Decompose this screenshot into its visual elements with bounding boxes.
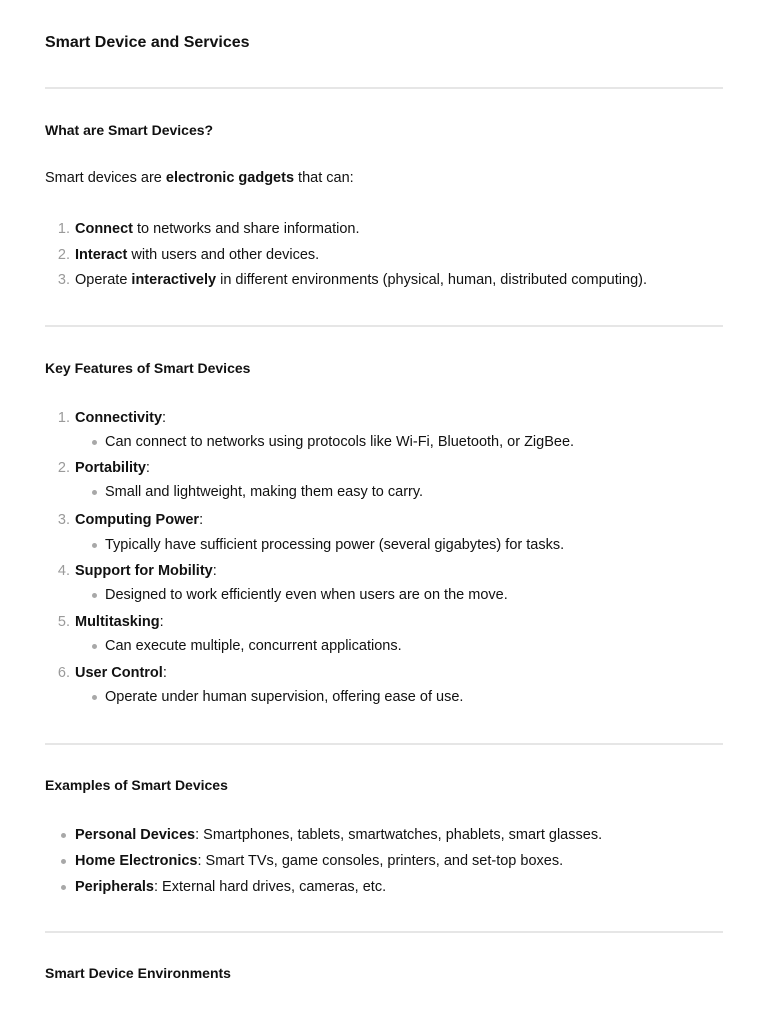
list-item-text: Connect to networks and share information. bbox=[75, 221, 360, 237]
intro-paragraph bbox=[45, 169, 354, 187]
feature-item bbox=[45, 459, 735, 477]
section-heading-environments: Smart Device Environments bbox=[45, 965, 231, 981]
list-item bbox=[45, 271, 735, 289]
example-text: Home Electronics: Smart TVs, game consoles, printers, and set-top boxes. bbox=[75, 853, 564, 869]
example-item bbox=[45, 878, 735, 896]
intro-text: Smart devices are bbox=[45, 170, 166, 186]
feature-item bbox=[45, 562, 735, 580]
feature-detail bbox=[45, 586, 735, 604]
feature-name: Computing Power: bbox=[75, 512, 204, 528]
divider bbox=[45, 743, 723, 745]
intro-bold-text: electronic gadgets bbox=[165, 170, 295, 186]
list-number: 2. bbox=[57, 460, 70, 476]
list-number: 4. bbox=[57, 563, 70, 579]
list-number: 5. bbox=[57, 614, 70, 630]
feature-name: Connectivity: bbox=[75, 410, 167, 426]
section-heading-examples: Examples of Smart Devices bbox=[45, 777, 228, 793]
bullet-icon bbox=[61, 833, 66, 838]
list-item-text: Operate interactively in different environments (physical, human, distributed computing). bbox=[75, 272, 647, 288]
list-item-text: Interact with users and other devices. bbox=[75, 247, 320, 263]
list-item bbox=[45, 246, 735, 264]
bullet-icon bbox=[61, 885, 66, 890]
feature-item bbox=[45, 664, 735, 682]
divider bbox=[45, 325, 723, 327]
list-item bbox=[45, 220, 735, 238]
feature-detail bbox=[45, 433, 735, 451]
list-number: 2. bbox=[57, 247, 70, 263]
example-item bbox=[45, 826, 735, 844]
bullet-icon bbox=[92, 490, 97, 495]
divider bbox=[45, 87, 723, 89]
intro-text-end: that can: bbox=[294, 170, 354, 186]
bullet-icon bbox=[92, 593, 97, 598]
document-title: Smart Device and Services bbox=[45, 34, 250, 51]
feature-detail-text: Operate under human supervision, offering ease of use. bbox=[105, 689, 464, 705]
list-number: 1. bbox=[57, 410, 70, 426]
feature-name: User Control: bbox=[75, 665, 167, 681]
feature-detail-text: Small and lightweight, making them easy to carry. bbox=[105, 484, 424, 500]
bullet-icon bbox=[92, 644, 97, 649]
example-text: Personal Devices: Smartphones, tablets, smartwatches, phablets, smart glasses. bbox=[75, 827, 603, 843]
bullet-icon bbox=[61, 859, 66, 864]
feature-detail-text: Designed to work efficiently even when users are on the move. bbox=[105, 587, 508, 603]
bullet-icon bbox=[92, 543, 97, 548]
section-heading-what-are-smart-devices: What are Smart Devices? bbox=[45, 122, 214, 138]
feature-detail bbox=[45, 536, 735, 554]
feature-detail bbox=[45, 637, 735, 655]
bullet-icon bbox=[92, 440, 97, 445]
feature-name: Support for Mobility: bbox=[75, 563, 217, 579]
example-item bbox=[45, 852, 735, 870]
list-number: 3. bbox=[57, 272, 70, 288]
list-number: 3. bbox=[57, 512, 70, 528]
list-number: 1. bbox=[57, 221, 70, 237]
feature-detail-text: Can execute multiple, concurrent applications. bbox=[105, 638, 402, 654]
section-heading-key-features: Key Features of Smart Devices bbox=[45, 360, 251, 376]
divider bbox=[45, 931, 723, 933]
feature-detail-text: Typically have sufficient processing power (several gigabytes) for tasks. bbox=[105, 537, 565, 553]
list-number: 6. bbox=[57, 665, 70, 681]
feature-detail bbox=[45, 483, 735, 501]
feature-detail bbox=[45, 688, 735, 706]
example-text: Peripherals: External hard drives, cameras, etc. bbox=[75, 879, 387, 895]
feature-item bbox=[45, 511, 735, 529]
feature-detail-text: Can connect to networks using protocols like Wi-Fi, Bluetooth, or ZigBee. bbox=[105, 434, 575, 450]
feature-item bbox=[45, 613, 735, 631]
feature-name: Multitasking: bbox=[75, 614, 164, 630]
bullet-icon bbox=[92, 695, 97, 700]
feature-item bbox=[45, 409, 735, 427]
feature-name: Portability: bbox=[75, 460, 150, 476]
